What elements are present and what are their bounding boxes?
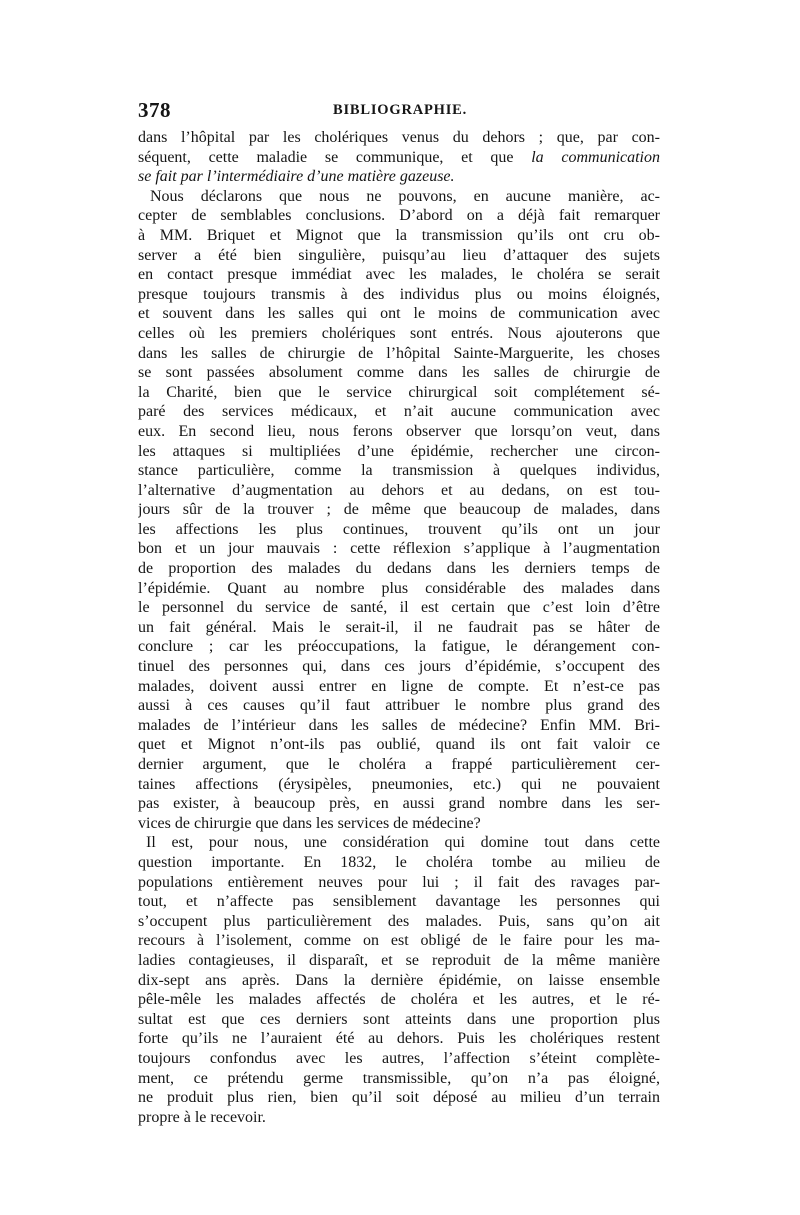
line-text: celles où les premiers cholériques sont entrés. Nous ajouterons que: [138, 324, 660, 342]
line-text: les affections les plus continues, trouvent qu’ils ont un jour: [138, 520, 660, 538]
text-line: [138, 853, 660, 873]
body-text: [138, 128, 660, 1127]
text-line: [138, 775, 660, 795]
line-text: sultat est que ces derniers sont atteints dans une proportion plus: [138, 1010, 660, 1028]
line-text: forte qu’ils ne l’auraient été au dehors. Puis les cholériques restent: [138, 1030, 660, 1048]
italic-text: se fait par l’intermédiaire d’une matière gazeuse.: [138, 168, 455, 186]
line-text: dernier argument, que le choléra a frappé particulièrement cer-: [138, 756, 660, 773]
line-text: ment, ce prétendu germe transmissible, qu’on n’a pas éloigné,: [138, 1069, 660, 1087]
text-line: [138, 971, 660, 991]
text-line: [138, 1049, 660, 1069]
text-line: [138, 559, 660, 579]
text-line: [138, 324, 660, 344]
text-line: [138, 461, 660, 481]
line-text: propre à le recevoir.: [138, 1108, 266, 1126]
line-text: recours à l’isolement, comme on est obligé de le faire pour les ma-: [138, 932, 660, 950]
text-line: [138, 344, 660, 364]
text-line: [138, 304, 660, 324]
text-line: [138, 951, 660, 971]
line-text: vices de chirurgie que dans les services de médecine?: [138, 814, 481, 832]
text-line: [138, 657, 660, 677]
page-number: 378: [138, 98, 171, 122]
line-text: ne produit plus rien, bien qu’il soit déposé au milieu d’un terrain: [138, 1089, 660, 1107]
line-text: les attaques si multipliées d’une épidémie, rechercher une circon-: [138, 442, 660, 460]
text-line: [138, 990, 660, 1010]
text-line: [138, 402, 660, 422]
page-header: [138, 98, 660, 126]
line-text: ladies contagieuses, il disparaît, et se reproduit de la même manière: [138, 951, 660, 969]
line-text: Il est, pour nous, une considération qui domine tout dans cette: [146, 834, 660, 852]
text-line: [138, 912, 660, 932]
text-line: [138, 618, 660, 638]
italic-text: la communication: [531, 148, 660, 166]
line-text: eux. En second lieu, nous ferons observer que lorsqu’on veut, dans: [138, 422, 660, 440]
line-text: malades de l’intérieur dans les salles de médecine? Enfin MM. Bri-: [138, 716, 660, 734]
line-text: séquent, cette maladie se communique, et que: [138, 148, 532, 166]
text-line: [138, 246, 660, 266]
text-line: [138, 442, 660, 462]
line-text: un fait général. Mais le serait-il, il ne faudrait pas se hâter de: [138, 618, 660, 636]
line-text: stance particulière, comme la transmission à quelques individus,: [138, 462, 660, 480]
line-text: question importante. En 1832, le choléra tombe au milieu de: [138, 853, 660, 871]
text-line: [138, 833, 660, 853]
text-line: [138, 539, 660, 559]
text-line: [138, 422, 660, 442]
line-text: en contact presque immédiat avec les malades, le choléra se serait: [138, 266, 660, 284]
text-line: [138, 285, 660, 305]
text-line: [138, 892, 660, 912]
line-text: paré des services médicaux, et n’ait aucune communication avec: [138, 403, 660, 421]
line-text: de proportion des malades du dedans dans les derniers temps de: [138, 560, 660, 578]
line-text: pas exister, à beaucoup près, en aussi grand nombre dans les ser-: [138, 795, 660, 813]
line-text: taines affections (érysipèles, pneumonies, etc.) qui ne pouvaient: [138, 775, 660, 793]
line-text: à MM. Briquet et Mignot que la transmission qu’ils ont cru ob-: [138, 226, 660, 244]
line-text: conclure ; car les préoccupations, la fatigue, le dérangement con-: [138, 638, 660, 656]
text-line: [138, 579, 660, 599]
text-line: [138, 1010, 660, 1030]
text-line: [138, 363, 660, 383]
line-text: jours sûr de la trouver ; de même que beaucoup de malades, dans: [138, 501, 660, 519]
text-line: [138, 383, 660, 403]
text-line: [138, 814, 660, 834]
text-line: [138, 755, 660, 775]
text-line: [138, 598, 660, 618]
line-text: Nous déclarons que nous ne pouvons, en aucune manière, ac-: [150, 187, 660, 205]
line-text: dans l’hôpital par les cholériques venus du dehors ; que, par con-: [138, 129, 660, 146]
line-text: server a été bien singulière, puisqu’au lieu d’attaquer des sujets: [138, 246, 660, 264]
line-text: toujours confondus avec les autres, l’affection s’éteint complète-: [138, 1049, 660, 1067]
text-line: [138, 1029, 660, 1049]
text-line: [138, 873, 660, 893]
line-text: l’alternative d’augmentation au dehors et au dedans, on est tou-: [138, 481, 660, 499]
text-line: [138, 128, 660, 148]
line-text: s’occupent plus particulièrement des malades. Puis, sans qu’on ait: [138, 912, 660, 930]
text-line: [138, 206, 660, 226]
line-text: l’épidémie. Quant au nombre plus considérable des malades dans: [138, 579, 660, 597]
line-text: presque toujours transmis à des individus plus ou moins éloignés,: [138, 285, 660, 303]
text-line: [138, 931, 660, 951]
line-text: dix-sept ans après. Dans la dernière épidémie, on laisse ensemble: [138, 971, 660, 989]
line-text: cepter de semblables conclusions. D’abord on a déjà fait remarquer: [138, 207, 660, 225]
line-text: dans les salles de chirurgie de l’hôpital Sainte-Marguerite, les choses: [138, 344, 660, 362]
text-line: [138, 226, 660, 246]
text-line: [138, 1108, 660, 1128]
text-line: [138, 265, 660, 285]
text-line: [138, 677, 660, 697]
line-text: bon et un jour mauvais : cette réflexion s’applique à l’augmentation: [138, 540, 660, 558]
line-text: et souvent dans les salles qui ont le moins de communication avec: [138, 305, 660, 323]
line-text: tinuel des personnes qui, dans ces jours d’épidémie, s’occupent des: [138, 658, 660, 676]
text-line: [138, 716, 660, 736]
text-line: [138, 735, 660, 755]
line-text: tout, et n’affecte pas sensiblement davantage les personnes qui: [138, 893, 660, 911]
line-text: malades, doivent aussi entrer en ligne de compte. Et n’est-ce pas: [138, 677, 660, 695]
text-line: [138, 167, 660, 187]
text-line: [138, 794, 660, 814]
text-line: [138, 696, 660, 716]
text-line: [138, 148, 660, 168]
text-line: [138, 481, 660, 501]
line-text: aussi à ces causes qu’il faut attribuer le nombre plus grand des: [138, 697, 660, 715]
line-text: populations entièrement neuves pour lui ; il fait des ravages par-: [138, 873, 660, 891]
line-text: pêle-mêle les malades affectés de choléra et les autres, et le ré-: [138, 991, 660, 1009]
line-text: la Charité, bien que le service chirurgical soit complétement sé-: [138, 383, 660, 401]
line-text: le personnel du service de santé, il est certain que c’est loin d’être: [138, 599, 660, 617]
text-line: [138, 500, 660, 520]
text-line: [138, 520, 660, 540]
text-line: [138, 1088, 660, 1108]
text-line: [138, 637, 660, 657]
line-text: quet et Mignot n’ont-ils pas oublié, quand ils ont fait valoir ce: [138, 736, 660, 754]
line-text: se sont passées absolument comme dans les salles de chirurgie de: [138, 364, 660, 382]
text-line: [138, 1069, 660, 1089]
running-head: BIBLIOGRAPHIE.: [333, 102, 468, 118]
text-line: [138, 187, 660, 207]
